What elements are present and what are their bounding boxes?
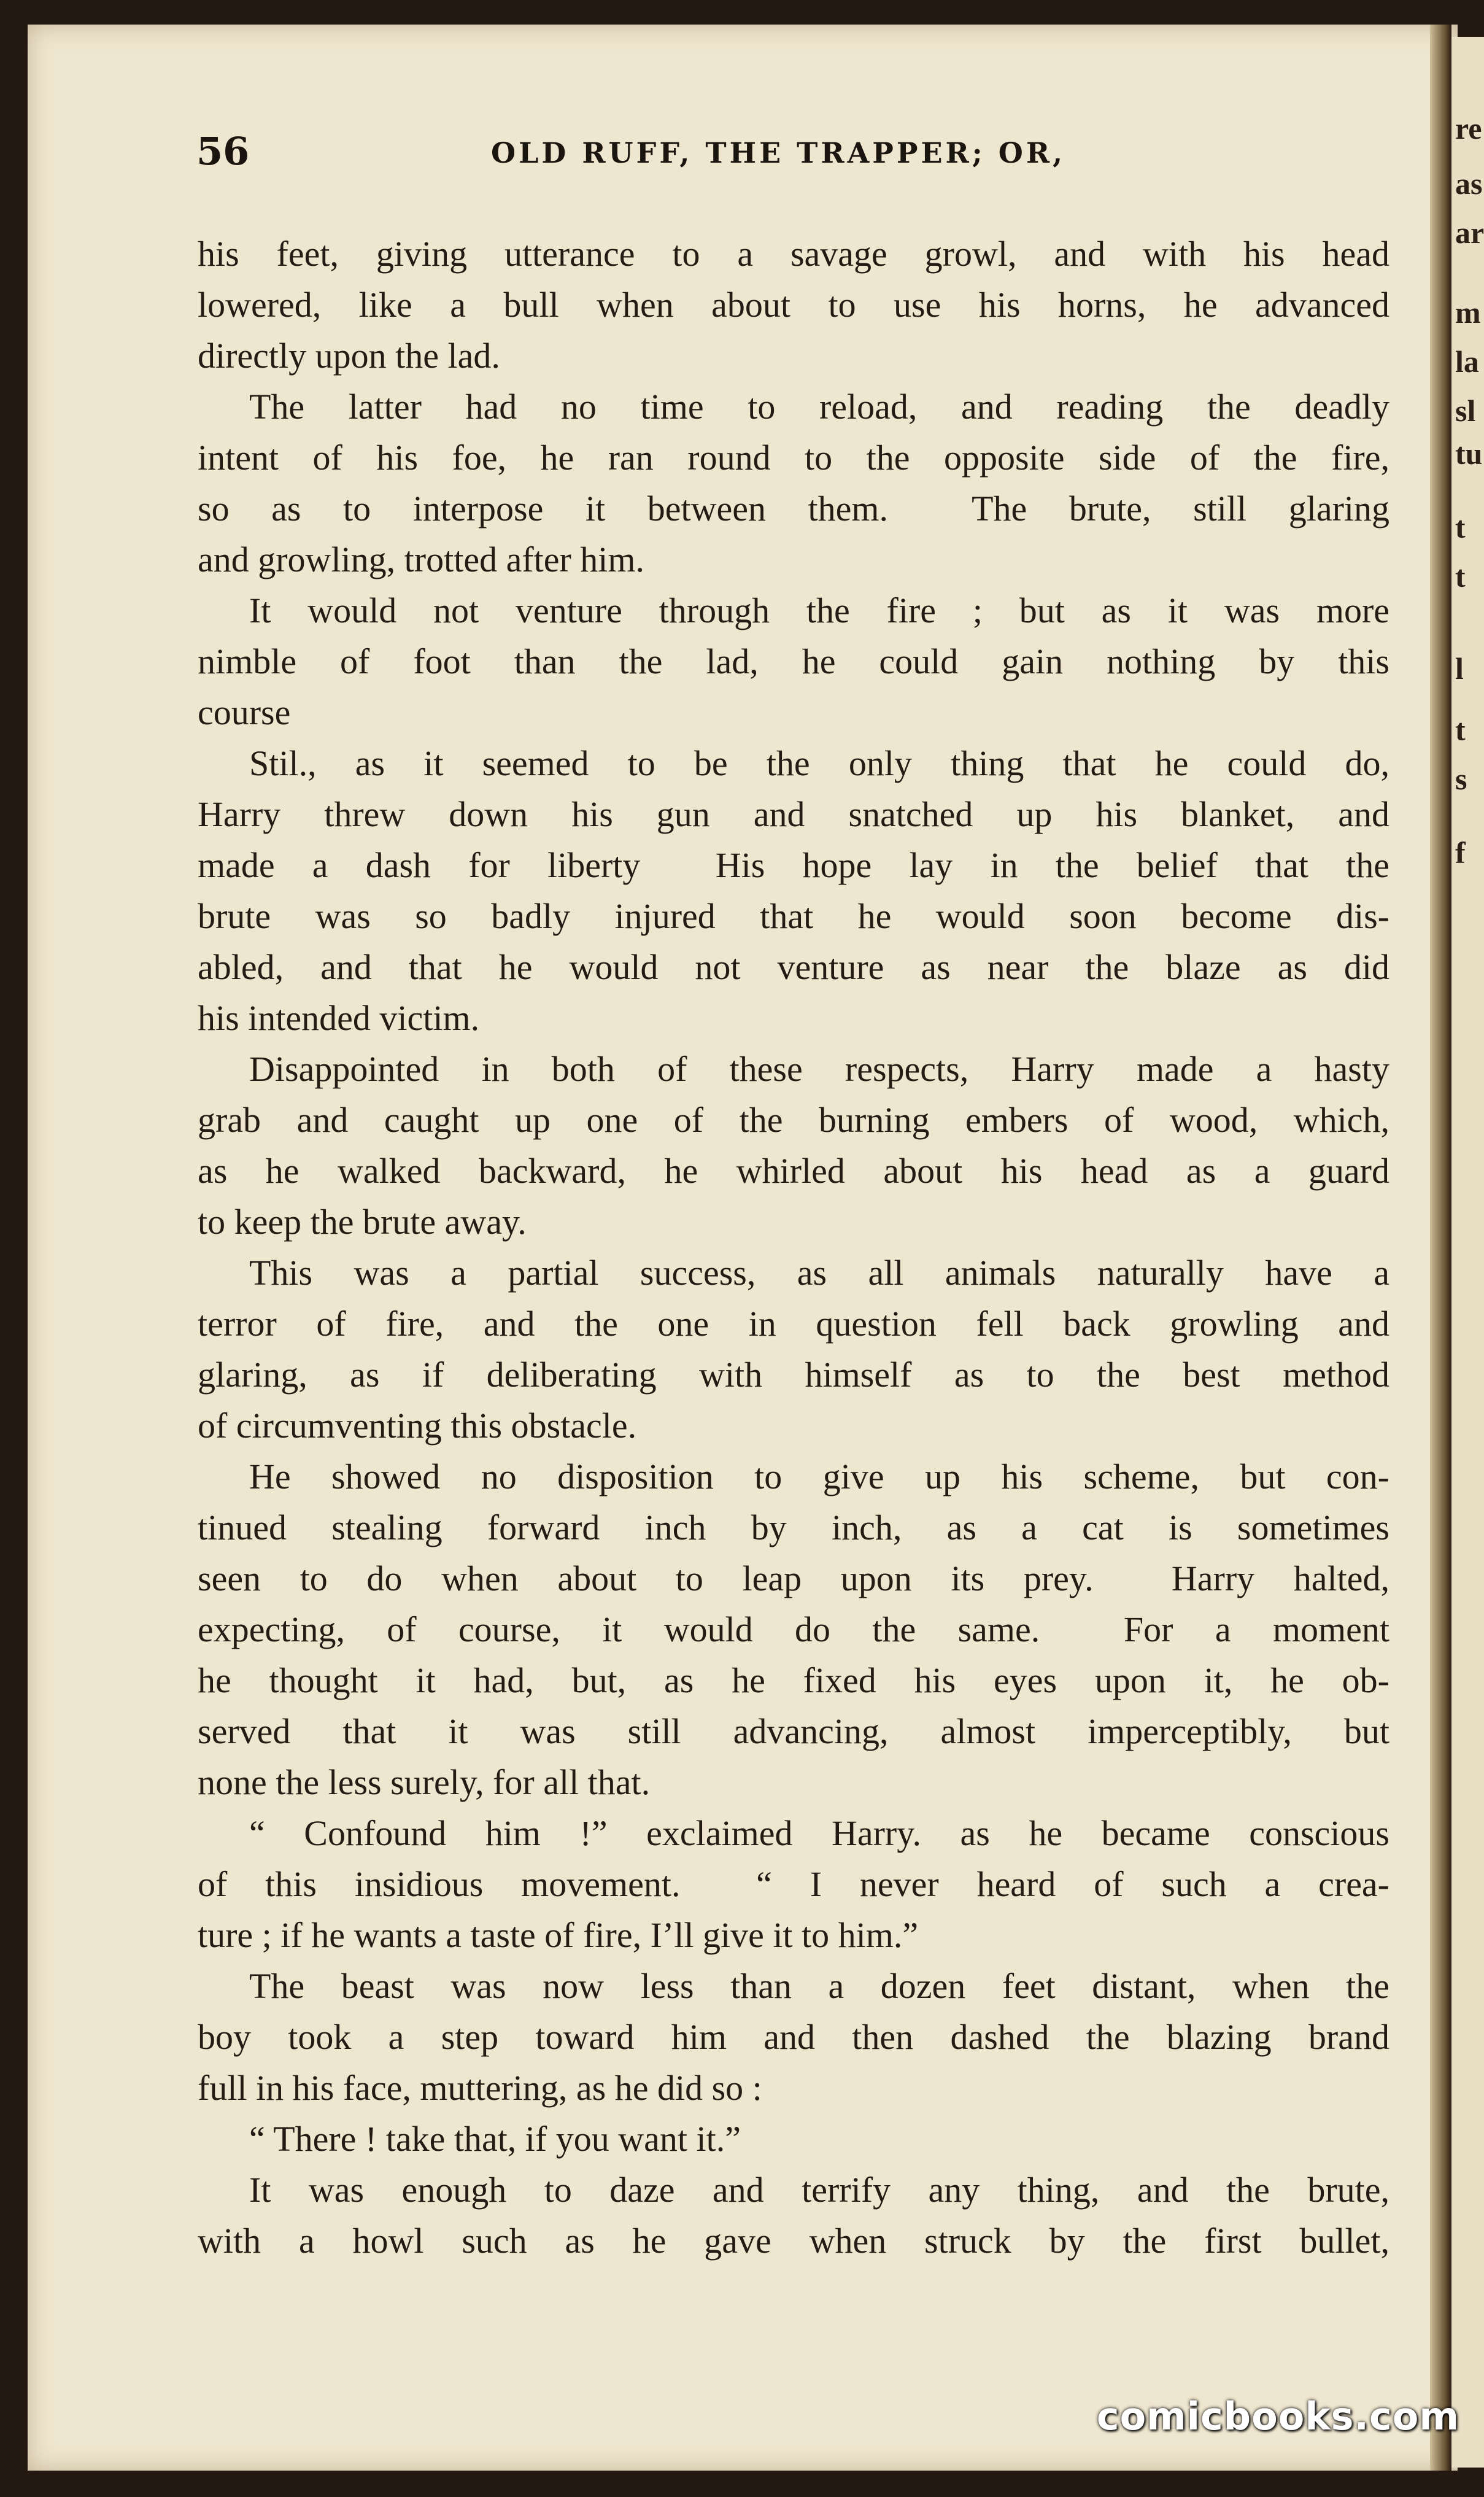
running-head — [196, 129, 1424, 184]
text-line: made a dash for liberty His hope lay in the belief that the — [198, 845, 1389, 885]
text-line: Stil., as it seemed to be the only thing that he could do, — [249, 743, 1389, 783]
adjacent-page-edge — [1451, 37, 1484, 2468]
text-line: seen to do when about to leap upon its prey. Harry halted, — [198, 1558, 1389, 1598]
text-line: terror of fire, and the one in question fell back growling and — [198, 1304, 1389, 1344]
text-line: he thought it had, but, as he fixed his eyes upon it, he ob- — [198, 1660, 1389, 1700]
text-line: as he walked backward, he whirled about his head as a guard — [198, 1151, 1389, 1191]
adjacent-page-fragment: t — [1455, 510, 1466, 544]
text-line: It would not venture through the fire ; but as it was more — [249, 590, 1389, 630]
text-line: The latter had no time to reload, and reading the deadly — [249, 387, 1389, 427]
book-gutter — [1430, 25, 1451, 2471]
adjacent-page-fragment: tu — [1455, 436, 1483, 471]
text-line: This was a partial success, as all animals naturally have a — [249, 1253, 1389, 1293]
text-line: nimble of foot than the lad, he could gain nothing by this — [198, 641, 1389, 681]
adjacent-page-fragment: f — [1455, 835, 1466, 870]
text-line: so as to interpose it between them. The brute, still glaring — [198, 489, 1389, 528]
text-line: course — [198, 692, 291, 732]
text-line: abled, and that he would not venture as near the blaze as did — [198, 947, 1389, 987]
text-line: with a howl such as he gave when struck by the first bullet, — [198, 2221, 1389, 2261]
text-line: to keep the brute away. — [198, 1202, 527, 1242]
text-line: of this insidious movement. “ I never heard of such a crea- — [198, 1864, 1389, 1904]
text-line: none the less surely, for all that. — [198, 1762, 651, 1802]
text-line: boy took a step toward him and then dashed the blazing brand — [198, 2017, 1389, 2057]
running-title: OLD RUFF, THE TRAPPER; OR, — [491, 136, 1066, 169]
text-line: It was enough to daze and terrify any thing, and the brute, — [249, 2170, 1389, 2210]
text-line: lowered, like a bull when about to use his horns, he advanced — [198, 285, 1389, 325]
text-line: his feet, giving utterance to a savage growl, and with his head — [198, 234, 1389, 274]
adjacent-page-fragment: sl — [1455, 393, 1476, 428]
text-line: grab and caught up one of the burning embers of wood, which, — [198, 1100, 1389, 1140]
text-line: He showed no disposition to give up his scheme, but con- — [249, 1457, 1389, 1496]
text-line: his intended victim. — [198, 998, 480, 1038]
adjacent-page-fragment: t — [1455, 559, 1466, 594]
adjacent-page-fragment: re — [1455, 111, 1482, 145]
text-line: tinued stealing forward inch by inch, as a cat is sometimes — [198, 1508, 1389, 1547]
text-line: expecting, of course, it would do the same. For a moment — [198, 1609, 1389, 1649]
adjacent-page-fragment: as — [1455, 166, 1483, 201]
adjacent-page-fragment: s — [1455, 762, 1467, 796]
text-line: full in his face, muttering, as he did so : — [198, 2068, 762, 2108]
text-line: Harry threw down his gun and snatched up his blanket, and — [198, 794, 1389, 834]
text-line: ture ; if he wants a taste of fire, I’ll give it to him.” — [198, 1915, 919, 1955]
adjacent-page-fragment: ar — [1455, 215, 1484, 250]
page-number: 56 — [196, 129, 250, 174]
text-line: served that it was still advancing, almost imperceptibly, but — [198, 1711, 1389, 1751]
adjacent-page-fragment: t — [1455, 713, 1466, 747]
text-line: intent of his foe, he ran round to the opposite side of the fire, — [198, 438, 1389, 478]
adjacent-page-fragment: l — [1455, 651, 1464, 686]
text-line: and growling, trotted after him. — [198, 540, 645, 579]
text-line: Disappointed in both of these respects, Harry made a hasty — [249, 1049, 1389, 1089]
adjacent-page-fragment: m — [1455, 295, 1481, 330]
text-line: of circumventing this obstacle. — [198, 1406, 637, 1446]
watermark: comicbooks.com — [1096, 2394, 1459, 2439]
text-line: glaring, as if deliberating with himself as to the best method — [198, 1355, 1389, 1395]
adjacent-page-fragment: la — [1455, 344, 1479, 379]
text-line: directly upon the lad. — [198, 336, 500, 376]
body-text — [198, 228, 1389, 2266]
text-line: The beast was now less than a dozen feet distant, when the — [249, 1966, 1389, 2006]
text-line: “ There ! take that, if you want it.” — [249, 2119, 741, 2159]
text-line: “ Confound him !” exclaimed Harry. as he became conscious — [249, 1813, 1389, 1853]
text-line: brute was so badly injured that he would soon become dis- — [198, 896, 1389, 936]
